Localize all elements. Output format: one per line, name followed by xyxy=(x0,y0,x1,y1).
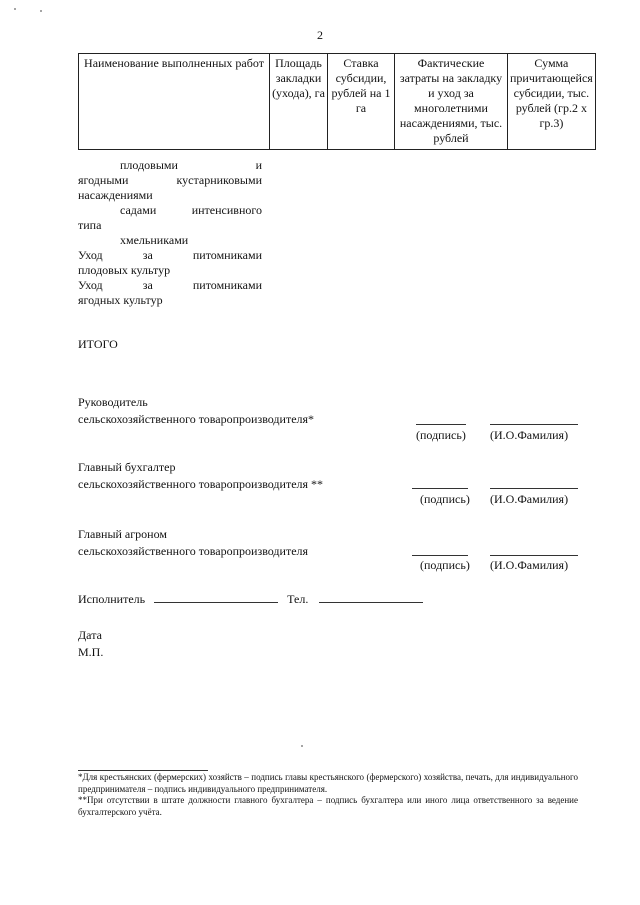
row-line: хмельниками xyxy=(120,233,189,247)
executor-name-field[interactable] xyxy=(154,593,278,603)
stamp-label: М.П. xyxy=(78,645,104,659)
head-title-cont: сельскохозяйственного товаропроизводителя* xyxy=(78,412,315,426)
accountant-signature-caption: (подпись) xyxy=(420,492,470,506)
agronomist-title-cont: сельскохозяйственного товаропроизводителя xyxy=(78,544,309,558)
head-signature-block xyxy=(78,394,314,428)
row-text: Уход xyxy=(78,278,103,292)
accountant-title: Главный бухгалтер xyxy=(78,460,176,474)
row-line: ягодных культур xyxy=(78,293,163,307)
agronomist-signature-field[interactable] xyxy=(412,555,468,556)
row-text: и xyxy=(255,158,262,172)
accountant-name-field[interactable] xyxy=(490,488,578,489)
accountant-signature-block xyxy=(78,459,323,493)
table-header-row xyxy=(79,54,596,150)
row-text: питомниками xyxy=(192,248,263,262)
row-line xyxy=(78,278,262,293)
header-rate: Ставка субсидии, рублей на 1 га xyxy=(328,54,395,150)
head-signature-field[interactable] xyxy=(416,424,466,425)
date-label: Дата xyxy=(78,628,102,642)
row-line: насаждениями xyxy=(78,188,153,202)
footnotes xyxy=(78,772,578,818)
agronomist-name-caption: (И.О.Фамилия) xyxy=(490,558,569,572)
header-actual-costs: Фактические затраты на закладку и уход за многолетними насаждениями, тыс. рублей xyxy=(395,54,508,150)
row-line xyxy=(78,158,262,173)
scan-speck xyxy=(14,8,16,10)
header-area: Площадь закладки (ухода), га xyxy=(270,54,328,150)
header-work-name: Наименование выполненных работ xyxy=(79,54,270,150)
row-line xyxy=(78,203,262,218)
head-name-caption: (И.О.Фамилия) xyxy=(490,428,569,442)
works-table xyxy=(78,53,596,150)
row-text: кустарниковыми xyxy=(176,173,262,187)
row-line xyxy=(78,248,262,263)
accountant-name-caption: (И.О.Фамилия) xyxy=(490,492,569,506)
head-name-field[interactable] xyxy=(490,424,578,425)
phone-label: Тел. xyxy=(287,592,309,606)
footnote-divider xyxy=(78,770,208,771)
scan-speck xyxy=(40,10,42,12)
total-label: ИТОГО xyxy=(78,337,118,351)
executor-line xyxy=(78,592,423,607)
row-text: Уход xyxy=(78,248,103,262)
row-text: ягодными xyxy=(78,173,129,187)
agronomist-signature-caption: (подпись) xyxy=(420,558,470,572)
row-text: плодовыми xyxy=(120,158,178,172)
row-text: интенсивного xyxy=(191,203,262,217)
agronomist-name-field[interactable] xyxy=(490,555,578,556)
row-line: типа xyxy=(78,218,102,232)
row-text: за xyxy=(142,278,153,292)
row-line: плодовых культур xyxy=(78,263,171,277)
row-text: за xyxy=(142,248,153,262)
head-signature-caption: (подпись) xyxy=(416,428,466,442)
accountant-signature-field[interactable] xyxy=(412,488,468,489)
head-title: Руководитель xyxy=(78,395,148,409)
date-stamp-block xyxy=(78,627,103,661)
phone-field[interactable] xyxy=(319,593,423,603)
accountant-title-cont: сельскохозяйственного товаропроизводителя ** xyxy=(78,477,324,491)
work-rows xyxy=(78,158,262,308)
row-text: садами xyxy=(120,203,157,217)
scan-speck xyxy=(301,745,303,747)
header-subsidy-sum: Сумма причитающейся субсидии, тыс. рублей (гр.2 х гр.3) xyxy=(508,54,596,150)
footnote-1: *Для крестьянских (фермерских) хозяйств – подпись главы крестьянского (фермерского) хозяйства, печать, для индивидуального предпринимателя – подпись индивидуального предпринимателя. xyxy=(78,772,578,794)
footnote-2: **При отсутствии в штате должности главного бухгалтера – подпись бухгалтера или иного лица ответственного за ведение бухгалтерского учёта. xyxy=(78,795,578,817)
page-number: 2 xyxy=(317,28,323,42)
row-line xyxy=(78,173,262,188)
row-text: питомниками xyxy=(192,278,263,292)
executor-label: Исполнитель xyxy=(78,592,146,606)
agronomist-signature-block xyxy=(78,526,308,560)
agronomist-title: Главный агроном xyxy=(78,527,167,541)
